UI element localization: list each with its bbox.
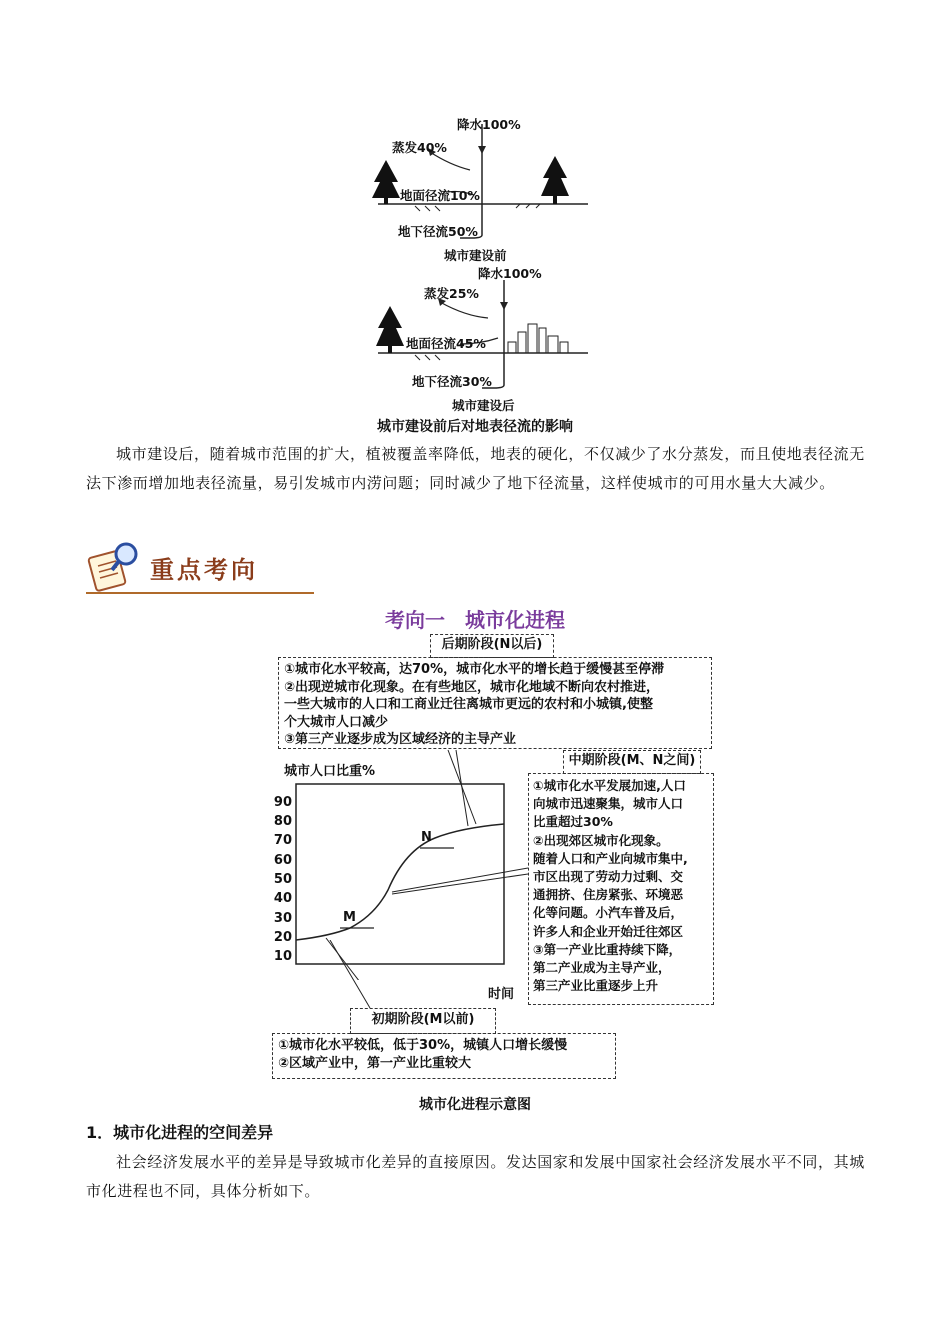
notebook-magnifier-icon [86,540,146,594]
before-evap-label: 蒸发40% [392,140,447,155]
after-title: 城市建设后 [452,398,515,413]
late-leader-2 [448,750,476,824]
ytick-30: 30 [273,911,292,926]
mid-line-3: 比重超过30% [533,814,613,830]
early-leader-2 [330,940,370,1008]
plot-frame [296,784,504,964]
point-m: M [343,910,356,925]
late-line-5: ③第三产业逐步成为区域经济的主导产业 [284,732,517,747]
ytick-50: 50 [273,872,292,887]
early-leader-svg [270,940,390,1010]
mid-line-1: ①城市化水平发展加速,人口 [533,778,686,793]
point-n: N [421,830,432,845]
ytick-70: 70 [273,833,292,848]
mid-leader-1 [392,868,528,892]
ytick-60: 60 [273,853,292,868]
runoff-caption: 城市建设前后对地表径流的影响 [377,419,573,435]
late-line-4: 个大城市人口减少 [284,714,389,730]
late-stage-box [278,657,712,749]
after-ground-label: 地下径流30% [412,374,492,389]
ytick-90: 90 [273,795,292,810]
late-line-3: 一些大城市的人口和工商业迁往离城市更远的农村和小城镇,使整 [284,697,653,712]
mid-stage-label: 中期阶段(M、N之间) [563,750,701,774]
mid-leader-2 [392,874,528,894]
before-title: 城市建设前 [444,248,507,263]
ytick-80: 80 [273,814,292,829]
mid-line-5: 随着人口和产业向城市集中, [533,850,688,866]
chart-ylabel: 城市人口比重% [284,764,376,779]
mid-line-8: 化等问题。小汽车普及后， [533,905,684,921]
ytick-10: 10 [273,949,292,964]
after-precip-label: 降水100% [478,266,542,281]
before-precip-label: 降水100% [457,117,521,132]
before-surface-label: 地面径流10% [400,188,480,203]
late-stage-label: 后期阶段(N以后) [430,634,554,658]
mid-line-9: 许多人和企业开始迁往郊区 [533,923,684,939]
chart-xlabel: 时间 [488,987,515,1002]
after-evap-label: 蒸发25% [424,286,479,301]
mid-line-7: 通拥挤、住房紧张、环境恶 [533,887,684,903]
paragraph-section1: 社会经济发展水平的差异是导致城市化差异的直接原因。发达国家和发展中国家社会经济发展水平不同，其城市化进程也不同，具体分析如下。 [86,1153,865,1200]
subtitle: 考向一 城市化进程 [385,608,565,632]
mid-line-6: 市区出现了劳动力过剩、交 [533,869,684,885]
ytick-40: 40 [273,891,292,906]
after-surface-label: 地面径流45% [406,336,486,351]
mid-line-10: ③第一产业比重持续下降， [533,941,682,957]
mid-line-11: 第二产业成为主导产业， [533,960,671,976]
late-line-2: ②出现逆城市化现象。在有些地区，城市化地域不断向农村推进， [284,679,660,695]
before-ground-label: 地下径流50% [398,224,478,239]
early-line-2: ②区域产业中，第一产业比重较大 [278,1056,472,1071]
section-banner-title: 重点考向 [150,556,258,584]
early-stage-box [272,1033,616,1079]
paragraph-runoff: 城市建设后，随着城市范围的扩大，植被覆盖率降低，地表的硬化，不仅减少了水分蒸发，而且使地表径流无法下渗而增加地表径流量，易引发城市内涝问题；同时减少了地下径流量，这样使城市的可用水量大大减少。 [86,445,865,492]
section-banner-underline [86,592,314,594]
urban-chart-caption: 城市化进程示意图 [419,1097,531,1113]
late-line-1: ①城市化水平较高，达70%，城市化水平的增长趋于缓慢甚至停滞 [284,662,665,677]
section1-title: 1．城市化进程的空间差异 [86,1123,274,1142]
mid-stage-box [528,773,714,1005]
early-line-1: ①城市化水平较低，低于30%，城镇人口增长缓慢 [278,1038,568,1053]
mid-line-12: 第三产业比重逐步上升 [533,978,659,994]
early-stage-label: 初期阶段(M以前) [350,1008,496,1034]
ytick-20: 20 [273,930,292,945]
mid-line-2: 向城市迅速聚集，城市人口 [533,796,684,812]
mid-line-4: ②出现郊区城市化现象。 [533,832,669,848]
